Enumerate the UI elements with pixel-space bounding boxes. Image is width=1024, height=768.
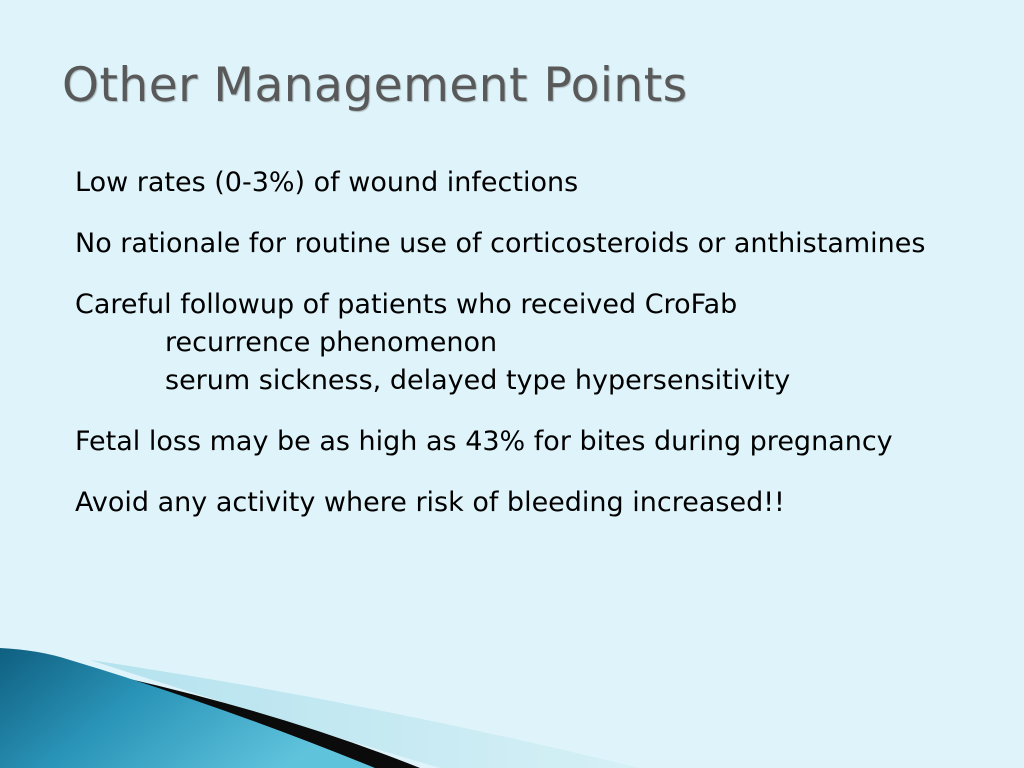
bullet-5: Avoid any activity where risk of bleeding increased!! xyxy=(75,487,785,518)
bullet-3-subitem-1: recurrence phenomenon xyxy=(165,327,498,358)
bullet-1: Low rates (0-3%) of wound infections xyxy=(75,167,579,198)
bullet-4: Fetal loss may be as high as 43% for bites during pregnancy xyxy=(75,426,893,457)
bullet-3: Careful followup of patients who received CroFab xyxy=(75,289,738,320)
bullet-2: No rationale for routine use of corticosteroids or anthistamines xyxy=(75,228,926,259)
bullet-3-subitem-2: serum sickness, delayed type hypersensitivity xyxy=(165,365,791,396)
slide-title: Other Management Points xyxy=(62,58,688,113)
